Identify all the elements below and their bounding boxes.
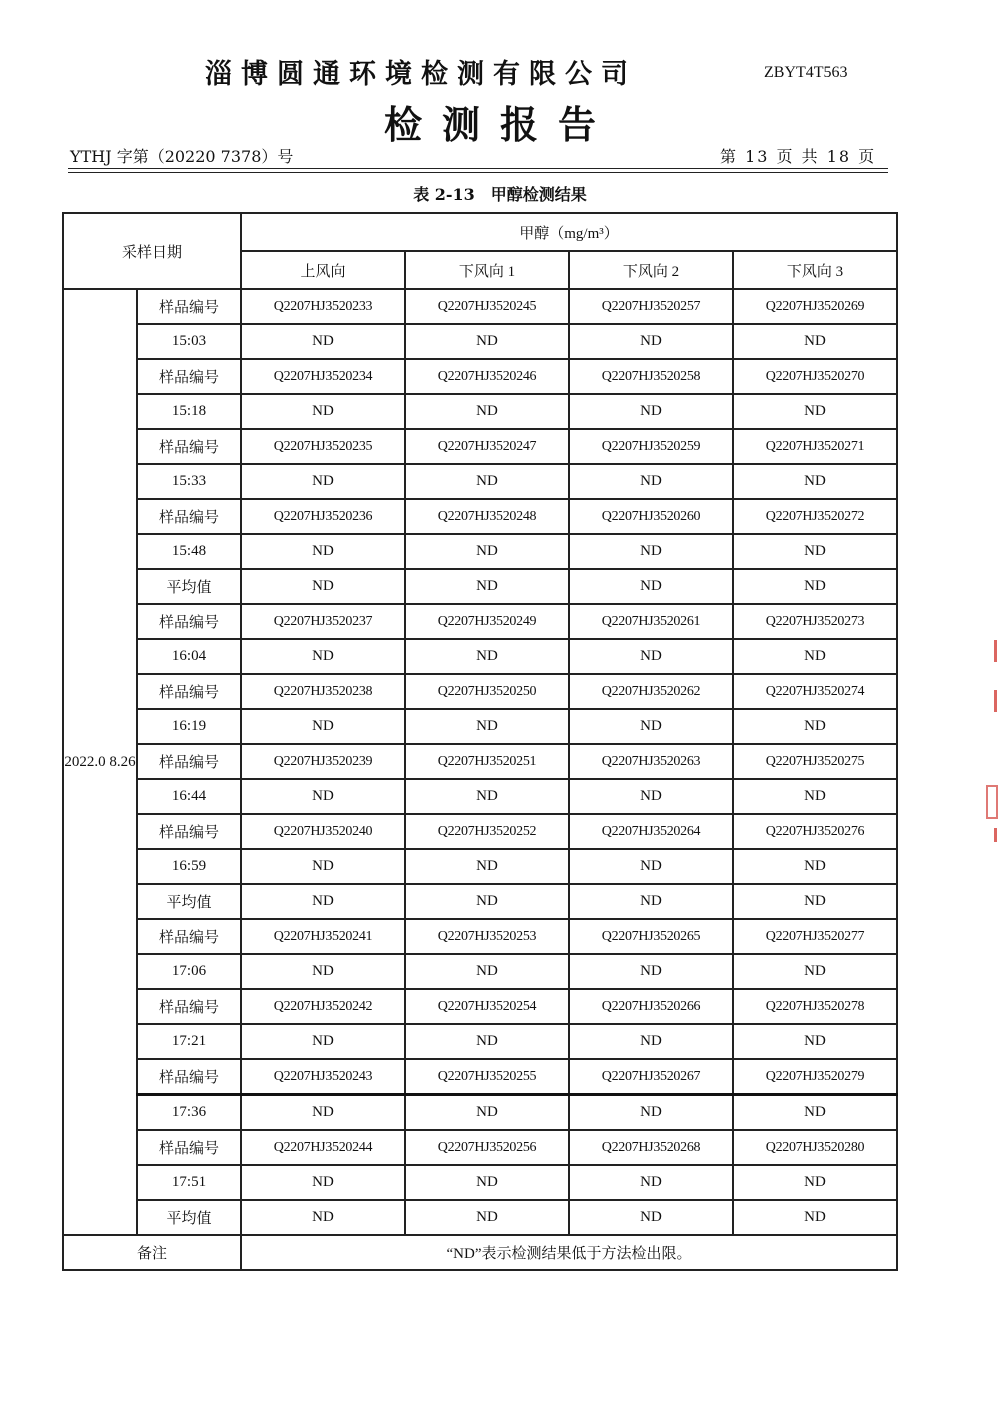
result-cell: ND [733,394,897,429]
table-row [63,779,897,814]
sample-id-cell: Q2207HJ3520245 [405,289,569,324]
table-row [63,499,897,534]
table-row [63,919,897,954]
result-cell: ND [241,954,405,989]
result-cell: ND [241,394,405,429]
sample-id-cell: Q2207HJ3520259 [569,429,733,464]
sampling-date: 2022.0 8.26 [63,289,137,1235]
table-row [63,429,897,464]
sample-id-cell: Q2207HJ3520252 [405,814,569,849]
result-cell: ND [733,464,897,499]
note-text: “ND”表示检测结果低于方法检出限。 [241,1235,897,1270]
sample-id-cell: Q2207HJ3520257 [569,289,733,324]
sample-id-cell: Q2207HJ3520244 [241,1130,405,1165]
result-cell: ND [405,534,569,569]
table-row [63,534,897,569]
result-cell: ND [405,779,569,814]
result-cell: ND [733,709,897,744]
sample-id-cell: Q2207HJ3520265 [569,919,733,954]
result-cell: ND [405,954,569,989]
result-cell: ND [733,1095,897,1131]
sample-id-cell: Q2207HJ3520243 [241,1059,405,1095]
row-label: 平均值 [137,884,241,919]
table-row [63,1130,897,1165]
column-header: 上风向 [241,251,405,289]
sample-id-cell: Q2207HJ3520242 [241,989,405,1024]
table-row [63,1024,897,1059]
table-row [63,289,897,324]
date-header: 采样日期 [63,213,241,289]
sample-id-cell: Q2207HJ3520233 [241,289,405,324]
sample-id-cell: Q2207HJ3520278 [733,989,897,1024]
result-cell: ND [405,1165,569,1200]
column-header: 下风向 3 [733,251,897,289]
row-label: 16:44 [137,779,241,814]
result-cell: ND [569,884,733,919]
table-row [63,849,897,884]
result-cell: ND [241,324,405,359]
sample-id-cell: Q2207HJ3520236 [241,499,405,534]
row-label: 样品编号 [137,604,241,639]
result-cell: ND [569,1095,733,1131]
header-rule-thin [68,172,888,173]
table-row [63,989,897,1024]
row-label: 15:33 [137,464,241,499]
result-cell: ND [405,324,569,359]
row-label: 样品编号 [137,1059,241,1095]
row-label: 样品编号 [137,674,241,709]
result-cell: ND [241,1165,405,1200]
table-row [63,639,897,674]
table-row [63,884,897,919]
sample-id-cell: Q2207HJ3520279 [733,1059,897,1095]
column-header: 下风向 1 [405,251,569,289]
result-cell: ND [241,464,405,499]
table-row [63,709,897,744]
sample-id-cell: Q2207HJ3520263 [569,744,733,779]
note-label: 备注 [63,1235,241,1270]
result-cell: ND [733,534,897,569]
row-label: 17:06 [137,954,241,989]
result-cell: ND [569,1165,733,1200]
seal-fragment [984,828,997,842]
table-row [63,1059,897,1095]
sample-id-cell: Q2207HJ3520271 [733,429,897,464]
sample-id-cell: Q2207HJ3520254 [405,989,569,1024]
table-row [63,674,897,709]
result-cell: ND [569,1200,733,1235]
sample-id-cell: Q2207HJ3520266 [569,989,733,1024]
result-cell: ND [405,884,569,919]
parameter-header: 甲醇（mg/m³） [241,213,897,251]
sample-id-cell: Q2207HJ3520235 [241,429,405,464]
result-cell: ND [405,639,569,674]
sample-id-cell: Q2207HJ3520268 [569,1130,733,1165]
result-cell: ND [569,849,733,884]
row-label: 15:03 [137,324,241,359]
result-cell: ND [405,464,569,499]
results-table [62,212,898,1271]
result-cell: ND [405,569,569,604]
sample-id-cell: Q2207HJ3520264 [569,814,733,849]
result-cell: ND [569,324,733,359]
sample-id-cell: Q2207HJ3520280 [733,1130,897,1165]
sample-id-cell: Q2207HJ3520251 [405,744,569,779]
sample-id-cell: Q2207HJ3520270 [733,359,897,394]
document-number: YTHJ 字第（20220 7378）号 [70,147,294,166]
result-cell: ND [569,534,733,569]
sample-id-cell: Q2207HJ3520272 [733,499,897,534]
result-cell: ND [569,709,733,744]
row-label: 16:19 [137,709,241,744]
sample-id-cell: Q2207HJ3520261 [569,604,733,639]
column-header: 下风向 2 [569,251,733,289]
result-cell: ND [569,464,733,499]
result-cell: ND [733,639,897,674]
row-label: 样品编号 [137,499,241,534]
company-name: 淄博圆通环境检测有限公司 [205,59,637,90]
result-cell: ND [733,1024,897,1059]
result-cell: ND [569,639,733,674]
result-cell: ND [405,849,569,884]
result-cell: ND [405,1095,569,1131]
sample-id-cell: Q2207HJ3520269 [733,289,897,324]
row-label: 16:59 [137,849,241,884]
result-cell: ND [405,1024,569,1059]
sample-id-cell: Q2207HJ3520256 [405,1130,569,1165]
result-cell: ND [569,1024,733,1059]
sample-id-cell: Q2207HJ3520249 [405,604,569,639]
result-cell: ND [241,884,405,919]
result-cell: ND [241,569,405,604]
sample-id-cell: Q2207HJ3520258 [569,359,733,394]
result-cell: ND [733,324,897,359]
sample-id-cell: Q2207HJ3520275 [733,744,897,779]
row-label: 17:36 [137,1095,241,1131]
result-cell: ND [569,569,733,604]
table-row [63,814,897,849]
sample-id-cell: Q2207HJ3520267 [569,1059,733,1095]
row-label: 17:21 [137,1024,241,1059]
result-cell: ND [733,1165,897,1200]
row-label: 16:04 [137,639,241,674]
result-cell: ND [569,779,733,814]
seal-fragment [984,690,997,712]
sample-id-cell: Q2207HJ3520262 [569,674,733,709]
row-label: 样品编号 [137,1130,241,1165]
result-cell: ND [241,1200,405,1235]
result-cell: ND [569,954,733,989]
result-cell: ND [405,1200,569,1235]
row-label: 样品编号 [137,919,241,954]
row-label: 样品编号 [137,744,241,779]
result-cell: ND [569,394,733,429]
table-row [63,324,897,359]
seal-fragment [984,640,997,662]
result-cell: ND [733,1200,897,1235]
row-label: 样品编号 [137,359,241,394]
table-row [63,569,897,604]
report-title: 检测报告 [383,102,616,147]
result-cell: ND [733,779,897,814]
result-cell: ND [241,849,405,884]
table-row [63,954,897,989]
sample-id-cell: Q2207HJ3520241 [241,919,405,954]
row-label: 平均值 [137,1200,241,1235]
sample-id-cell: Q2207HJ3520255 [405,1059,569,1095]
result-cell: ND [405,709,569,744]
result-cell: ND [733,884,897,919]
table-caption: 表 2-13 甲醇检测结果 [413,185,587,204]
row-label: 样品编号 [137,989,241,1024]
result-cell: ND [241,709,405,744]
result-cell: ND [241,1095,405,1131]
report-code: ZBYT4T563 [764,64,848,81]
result-cell: ND [733,849,897,884]
table-row [63,394,897,429]
table-row [63,1165,897,1200]
sample-id-cell: Q2207HJ3520234 [241,359,405,394]
row-label: 样品编号 [137,814,241,849]
result-cell: ND [241,1024,405,1059]
sample-id-cell: Q2207HJ3520253 [405,919,569,954]
sample-id-cell: Q2207HJ3520250 [405,674,569,709]
sample-id-cell: Q2207HJ3520237 [241,604,405,639]
result-cell: ND [733,954,897,989]
sample-id-cell: Q2207HJ3520247 [405,429,569,464]
row-label: 17:51 [137,1165,241,1200]
sample-id-cell: Q2207HJ3520238 [241,674,405,709]
row-label: 样品编号 [137,429,241,464]
result-cell: ND [241,639,405,674]
sample-id-cell: Q2207HJ3520240 [241,814,405,849]
header-rule [68,168,888,169]
table-row [63,464,897,499]
note-row [63,1235,897,1270]
table-row [63,359,897,394]
sample-id-cell: Q2207HJ3520274 [733,674,897,709]
table-row [63,1200,897,1235]
sample-id-cell: Q2207HJ3520260 [569,499,733,534]
sample-id-cell: Q2207HJ3520239 [241,744,405,779]
page-indicator: 第 13 页 共 18 页 [720,147,877,166]
result-cell: ND [241,534,405,569]
table-row [63,604,897,639]
row-label: 平均值 [137,569,241,604]
sample-id-cell: Q2207HJ3520276 [733,814,897,849]
result-cell: ND [405,394,569,429]
sample-id-cell: Q2207HJ3520246 [405,359,569,394]
row-label: 15:18 [137,394,241,429]
sample-id-cell: Q2207HJ3520248 [405,499,569,534]
result-cell: ND [241,779,405,814]
sample-id-cell: Q2207HJ3520277 [733,919,897,954]
row-label: 15:48 [137,534,241,569]
table-row [63,744,897,779]
result-cell: ND [733,569,897,604]
seal-fragment [986,785,998,819]
sample-id-cell: Q2207HJ3520273 [733,604,897,639]
row-label: 样品编号 [137,289,241,324]
table-row [63,1095,897,1131]
